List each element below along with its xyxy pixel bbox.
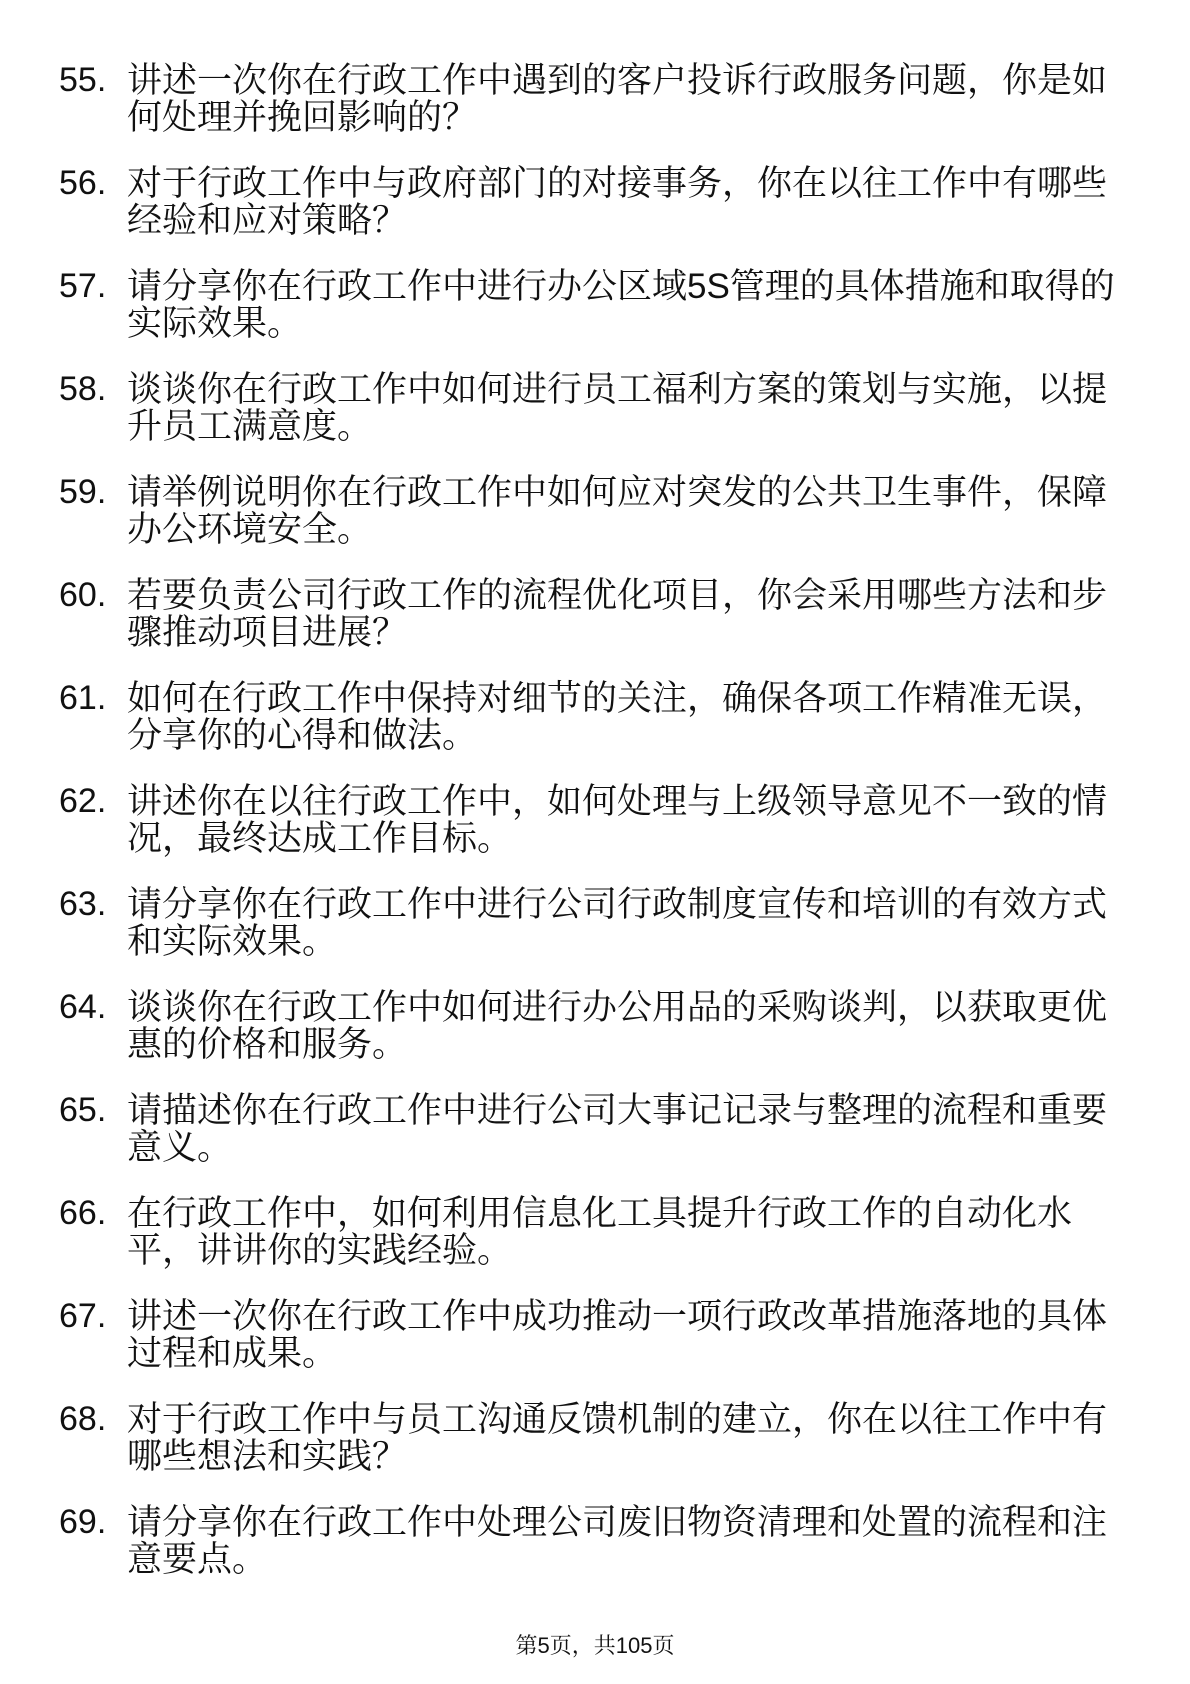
- item-text: [127, 886, 1139, 960]
- item-text-line: 请分享你在行政工作中进行公司行政制度宣传和培训的有效方式: [127, 885, 1108, 924]
- item-number: 68.: [59, 1400, 107, 1438]
- item-text: [127, 474, 1139, 548]
- page-number-footer: 第5页，共105页: [515, 1633, 675, 1658]
- item-text-line: 谈谈你在行政工作中如何进行员工福利方案的策划与实施，以提: [127, 370, 1108, 409]
- item-text-line: 意义。: [127, 1128, 233, 1167]
- item-text: [127, 783, 1139, 857]
- list-item: [59, 1504, 1139, 1578]
- item-text: [127, 1504, 1139, 1578]
- item-text-line: 平，讲讲你的实践经验。: [127, 1231, 513, 1270]
- item-number: 64.: [59, 988, 107, 1026]
- item-text: [127, 1195, 1139, 1269]
- list-item: [59, 783, 1139, 857]
- item-number: 56.: [59, 164, 107, 202]
- item-text-line: 况，最终达成工作目标。: [127, 819, 513, 858]
- item-number: 65.: [59, 1091, 107, 1129]
- item-number: 60.: [59, 576, 107, 614]
- item-text: [127, 1298, 1139, 1372]
- item-number: 61.: [59, 679, 107, 717]
- item-text-line: 经验和应对策略？: [127, 201, 408, 240]
- item-text: [127, 680, 1139, 754]
- item-text-line: 哪些想法和实践？: [127, 1437, 408, 1476]
- item-text-line: 意要点。: [127, 1540, 268, 1579]
- question-list: [59, 62, 1139, 1607]
- item-text-line: 在行政工作中，如何利用信息化工具提升行政工作的自动化水: [127, 1194, 1073, 1233]
- item-number: 63.: [59, 885, 107, 923]
- item-text-line: 请举例说明你在行政工作中如何应对突发的公共卫生事件，保障: [127, 473, 1108, 512]
- item-text-line: 请描述你在行政工作中进行公司大事记记录与整理的流程和重要: [127, 1091, 1108, 1130]
- item-text-line: 对于行政工作中与员工沟通反馈机制的建立，你在以往工作中有: [127, 1400, 1108, 1439]
- item-text: [127, 989, 1139, 1063]
- list-item: [59, 268, 1139, 342]
- item-text-line: 请分享你在行政工作中处理公司废旧物资清理和处置的流程和注: [127, 1503, 1108, 1542]
- item-number: 55.: [59, 61, 107, 99]
- item-number: 57.: [59, 267, 107, 305]
- item-text-line: 如何在行政工作中保持对细节的关注，确保各项工作精准无误，: [127, 679, 1108, 718]
- item-text-line: 谈谈你在行政工作中如何进行办公用品的采购谈判，以获取更优: [127, 988, 1108, 1027]
- item-text-line: 若要负责公司行政工作的流程优化项目，你会采用哪些方法和步: [127, 576, 1108, 615]
- list-item: [59, 989, 1139, 1063]
- list-item: [59, 1092, 1139, 1166]
- item-text-line: 升员工满意度。: [127, 407, 373, 446]
- item-text: [127, 371, 1139, 445]
- item-number: 66.: [59, 1194, 107, 1232]
- list-item: [59, 62, 1139, 136]
- list-item: [59, 474, 1139, 548]
- item-number: 69.: [59, 1503, 107, 1541]
- item-text: [127, 1401, 1139, 1475]
- list-item: [59, 1401, 1139, 1475]
- list-item: [59, 577, 1139, 651]
- item-number: 59.: [59, 473, 107, 511]
- list-item: [59, 371, 1139, 445]
- item-text-line: 讲述一次你在行政工作中成功推动一项行政改革措施落地的具体: [127, 1297, 1108, 1336]
- item-text: [127, 577, 1139, 651]
- list-item: [59, 886, 1139, 960]
- list-item: [59, 1298, 1139, 1372]
- item-number: 67.: [59, 1297, 107, 1335]
- item-text-line: 惠的价格和服务。: [127, 1025, 408, 1064]
- item-text: [127, 62, 1139, 136]
- item-text-line: 请分享你在行政工作中进行办公区域5S管理的具体措施和取得的: [127, 267, 1115, 306]
- item-text-line: 实际效果。: [127, 304, 303, 343]
- item-text-line: 办公环境安全。: [127, 510, 373, 549]
- item-number: 62.: [59, 782, 107, 820]
- item-text: [127, 1092, 1139, 1166]
- list-item: [59, 1195, 1139, 1269]
- item-number: 58.: [59, 370, 107, 408]
- list-item: [59, 680, 1139, 754]
- item-text-line: 分享你的心得和做法。: [127, 716, 478, 755]
- item-text-line: 和实际效果。: [127, 922, 338, 961]
- item-text-line: 讲述你在以往行政工作中，如何处理与上级领导意见不一致的情: [127, 782, 1108, 821]
- item-text-line: 对于行政工作中与政府部门的对接事务，你在以往工作中有哪些: [127, 164, 1108, 203]
- item-text: [127, 268, 1139, 342]
- item-text-line: 何处理并挽回影响的？: [127, 98, 478, 137]
- item-text-line: 骤推动项目进展？: [127, 613, 408, 652]
- item-text-line: 过程和成果。: [127, 1334, 338, 1373]
- item-text-line: 讲述一次你在行政工作中遇到的客户投诉行政服务问题，你是如: [127, 61, 1108, 100]
- item-text: [127, 165, 1139, 239]
- list-item: [59, 165, 1139, 239]
